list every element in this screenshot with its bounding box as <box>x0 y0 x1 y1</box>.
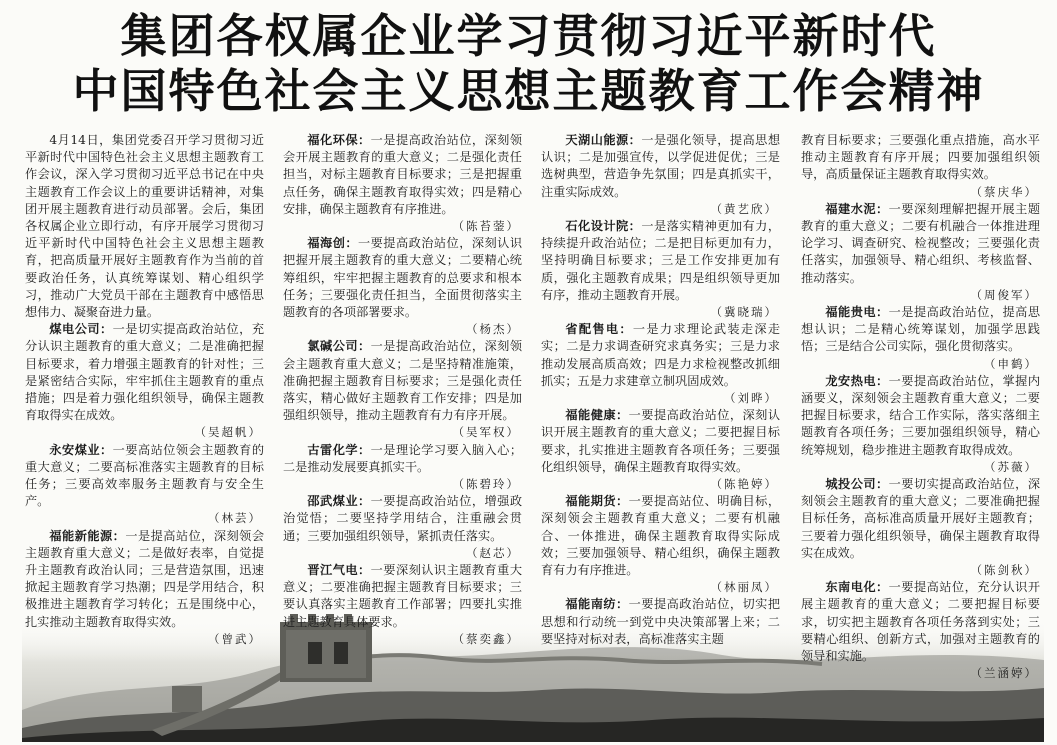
paragraph-text: 一是强化领导，提高思想认识；二是加强宣传，以学促进促优；三是选树典型，营造争先氛围；四是真抓实干，注重实际成效。 <box>541 133 781 199</box>
author-byline: （申鹤） <box>984 356 1038 371</box>
company-name: 氯碱公司： <box>307 339 371 354</box>
paragraph-text: 一是力求理论武装走深走实；二是力求调查研究求真务实；三是力求推动发展高质高效；四是力求检视整改抓细抓实；五是力求建章立制巩固成效。 <box>541 322 781 388</box>
paragraph-text: 一是提高站位，深刻领会主题教育重大意义；二是做好表率，自觉提升主题教育政治认同；三是营造氛围，迅速掀起主题教育学习热潮；四是学用结合，积极推进主题教育学习转化；五是围绕中心，扎实推动主题教育取得实效。 <box>25 528 265 629</box>
company-name: 福化环保： <box>307 133 371 147</box>
author-byline: （林芸） <box>208 511 262 526</box>
company-name: 晋江气电： <box>307 563 371 578</box>
company-name: 福能贵电： <box>825 305 889 320</box>
company-paragraph <box>283 235 522 321</box>
paragraph-text: 一要提高政治站位，深刻认识开展主题教育的重大意义；二要把握目标要求，扎实推进主题教育各项任务；三要强化组织领导，确保主题教育取得实效。 <box>541 408 781 474</box>
author-byline: （周俊军） <box>970 287 1038 302</box>
author-byline: （杨杰） <box>466 322 520 337</box>
author-byline: （苏薇） <box>984 459 1038 474</box>
article-column-2 <box>283 132 522 648</box>
author-byline: （冀晓瑞） <box>710 305 778 320</box>
paragraph-text: 一是提高政治站位，深刻领会开展主题教育的重大意义；二是强化责任担当，对标主题教育目标要求；三是把握重点任务，确保主题教育取得实效；四是精心安排，确保主题教育有序推进。 <box>283 133 523 216</box>
company-paragraph <box>541 407 780 476</box>
headline-line-2: 中国特色社会主义思想主题教育工作会精神 <box>72 64 985 118</box>
paragraph-text: 一要提高政治站位，切实把思想和行动统一到党中央决策部署上来；二要坚持对标对表，高标准落实主题 <box>541 597 781 646</box>
author-byline: （黄艺欣） <box>710 201 778 216</box>
author-byline: （兰涵婷） <box>970 666 1038 681</box>
company-paragraph <box>283 562 522 631</box>
intro-paragraph: 4月14日，集团党委召开学习贯彻习近平新时代中国特色社会主义思想主题教育工作会议，深入学习贯彻习近平总书记在中央主题教育工作会议上的重要讲话精神，对集团开展主题教育进行动员部署。会后，集团各权属企业立即行动，有序开展学习贯彻习近平新时代中国特色社会主义思想主题教育，把高质量开展好主题教育作为当前的首要政治任务，认真统筹谋划、精心组织学习，推动广大党员干部在主题教育中感悟思想伟力、凝聚奋进力量。 <box>25 133 264 320</box>
company-paragraph <box>283 493 522 545</box>
author-byline: （陈剑秋） <box>970 563 1038 578</box>
company-paragraph <box>801 579 1040 665</box>
company-name: 福能期货： <box>565 494 629 509</box>
company-name: 福能健康： <box>565 408 629 423</box>
company-name: 天湖山能源： <box>565 133 642 147</box>
author-byline: （蔡庆华） <box>970 184 1038 199</box>
paragraph-text: 一要提高站位，充分认识开展主题教育的重大意义；二要把握目标要求，切实把主题教育各项任务落到实处；三要精心组织、创新方式，加强对主题教育的领导和实施。 <box>801 580 1041 664</box>
paragraph-text: 一要提高政治站位，深刻认识把握开展主题教育的重大意义；二要精心统筹组织，牢牢把握主题教育的总要求和根本任务；三要强化责任担当，全面贯彻落实主题教育的各项部署要求。 <box>283 236 523 320</box>
author-byline: （蔡奕鑫） <box>452 631 520 646</box>
paragraph-text: 一要提高站位、明确目标，深刻领会主题教育重大意义；二要有机融合、一体推进，确保主题教育取得实际成效；三要加强领导、精心组织，确保主题教育有力有序推进。 <box>541 494 781 578</box>
company-paragraph <box>541 596 780 648</box>
company-name: 福能新能源： <box>49 528 126 543</box>
continued-paragraph: 教育目标要求；三要强化重点措施，高水平推动主题教育有序开展；四要加强组织领导，高质量保证主题教育取得实效。 <box>801 133 1040 182</box>
company-name: 古雷化学： <box>307 442 371 457</box>
company-paragraph <box>541 132 780 201</box>
article-column-1 <box>25 132 264 648</box>
paragraph-text: 一是提高政治站位，深刻领会主题教育重大意义；二是坚持精准施策，准确把握主题教育目标要求；三是强化责任落实，精心做好主题教育工作安排；四是加强组织领导，推动主题教育有力有序开展。 <box>283 339 523 423</box>
article-column-3 <box>541 132 780 648</box>
author-byline: （吴军权） <box>452 425 520 440</box>
paragraph-text: 一要提高政治站位，掌握内涵要义，深刻领会主题教育重大意义；二要把握目标要求，结合工作实际，落实落细主题教育各项任务；三要加强组织领导，精心统筹规划，稳步推进主题教育取得成效。 <box>801 373 1041 457</box>
company-name: 省配售电： <box>565 322 633 337</box>
article-column-4 <box>801 132 1040 683</box>
paragraph-text: 一要深刻认识主题教育重大意义；二要准确把握主题教育目标要求；三要认真落实主题教育工作部署；四要扎实推进主题教育具体要求。 <box>283 563 523 629</box>
paragraph-text: 一要深刻理解把握开展主题教育的重大意义；二要有机融合一体推进理论学习、调查研究、检视整改；三要强化责任落实，加强领导、精心组织、考核监督、推动落实。 <box>801 201 1041 285</box>
paragraph-text: 一是落实精神更加有力，持续提升政治站位；二是把目标更加有力，坚持明确目标要求；三是工作安排更加有质，强化主题教育成果；四是组织领导更加有序，推动主题教育开展。 <box>541 219 781 302</box>
company-name: 福建水泥： <box>825 201 889 216</box>
company-name: 龙安热电： <box>825 373 889 388</box>
author-byline: （陈苔蓥） <box>452 219 520 234</box>
company-paragraph <box>25 528 264 631</box>
company-paragraph <box>25 321 264 424</box>
author-byline: （吴超帆） <box>194 425 262 440</box>
company-name: 石化设计院： <box>565 219 642 234</box>
paragraph-text: 一要切实提高政治站位，深刻领会主题教育的重大意义；二要准确把握目标任务，高标准高质量开展好主题教育；三要着力强化组织领导，确保主题教育取得实在成效。 <box>801 477 1041 560</box>
author-byline: （林丽凤） <box>710 580 778 595</box>
company-name: 福海创： <box>307 236 358 251</box>
company-name: 城投公司： <box>825 477 889 492</box>
company-paragraph <box>541 321 780 390</box>
paragraph-text: 一是提高政治站位，提高思想认识；二是精心统筹谋划，加强学思践悟；三是结合公司实际，强化贯彻落实。 <box>801 305 1041 354</box>
company-name: 煤电公司： <box>49 322 113 337</box>
company-paragraph <box>283 338 522 424</box>
author-byline: （陈碧玲） <box>452 477 520 492</box>
company-paragraph <box>283 442 522 476</box>
company-paragraph <box>541 493 780 579</box>
company-paragraph <box>801 201 1040 287</box>
author-byline: （刘晔） <box>724 391 778 406</box>
paragraph-text: 一要提高政治站位，增强政治觉悟；二要坚持学用结合，注重融会贯通；三要加强组织领导，紧抓责任落实。 <box>283 494 523 543</box>
author-byline: （陈艳婷） <box>710 477 778 492</box>
company-name: 东南电化： <box>825 580 889 595</box>
author-byline: （曾武） <box>208 631 262 646</box>
paragraph-text: 一是切实提高政治站位，充分认识主题教育的重大意义；二是准确把握目标要求，着力增强主题教育的针对性；三是紧密结合实际，牢牢抓住主题教育的重点措施；四是着力强化组织领导，确保主题教育取得实在成效。 <box>25 322 265 423</box>
company-paragraph <box>283 132 522 218</box>
paragraph-text: 一要高站位领会主题教育的重大意义；二要高标准落实主题教育的目标任务；三要高效率服务主题教育与安全生产。 <box>25 442 265 509</box>
company-name: 邵武煤业： <box>307 494 371 509</box>
author-byline: （赵芯） <box>466 545 520 560</box>
paragraph-text: 一是理论学习要入脑入心；二是推动发展要真抓实干。 <box>283 442 523 474</box>
company-paragraph <box>801 373 1040 459</box>
company-paragraph <box>541 218 780 304</box>
company-name: 福能南纺： <box>565 597 629 612</box>
headline-line-1: 集团各权属企业学习贯彻习近平新时代 <box>120 9 937 63</box>
company-paragraph <box>25 442 264 511</box>
company-name: 永安煤业： <box>49 442 113 457</box>
company-paragraph <box>801 476 1040 562</box>
company-paragraph <box>801 304 1040 356</box>
